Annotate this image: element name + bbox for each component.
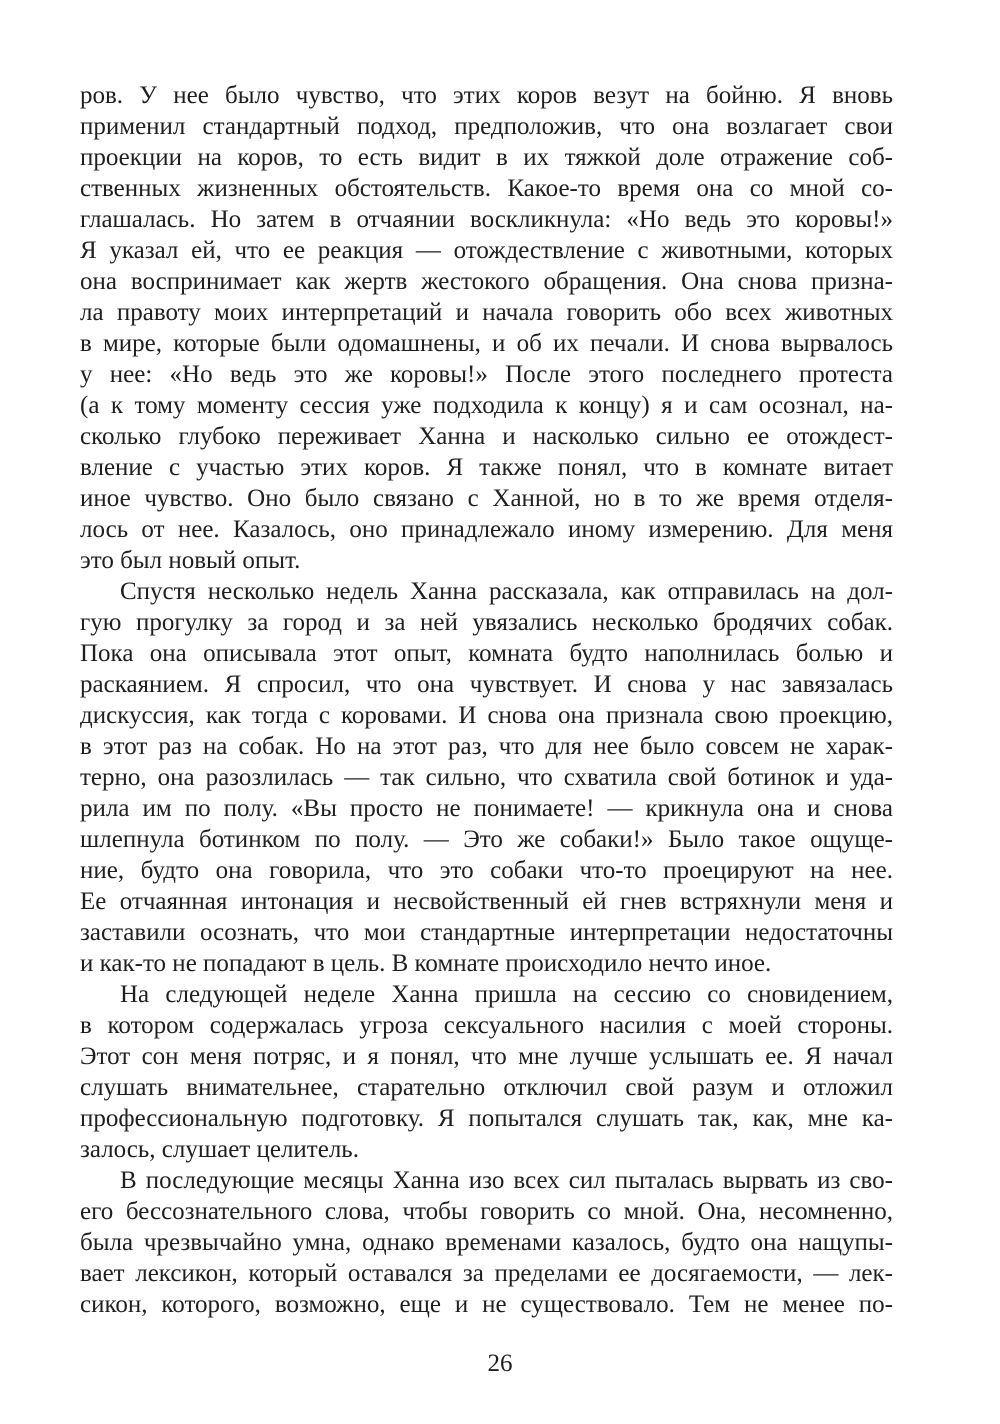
text-line: гую прогулку за город и за ней увязались несколько бродячих собак. xyxy=(80,609,893,636)
text-line: ние, будто она говорила, что это собаки что-то проецируют на нее. xyxy=(80,857,893,884)
page-number: 26 xyxy=(487,1350,513,1377)
text-line: ственных жизненных обстоятельств. Какое-то время она со мной со- xyxy=(80,175,893,202)
text-line: и как-то не попадают в цель. В комнате происходило нечто иное. xyxy=(80,950,772,977)
text-line: На следующей неделе Ханна пришла на сессию со сновидением, xyxy=(120,981,893,1008)
text-line: заставили осознать, что мои стандартные интерпретации недостаточны xyxy=(80,919,893,946)
text-line: Спустя несколько недель Ханна рассказала, как отправилась на дол- xyxy=(120,578,893,605)
text-line: в этот раз на собак. Но на этот раз, что для нее было совсем не харак- xyxy=(80,733,893,760)
text-line: была чрезвычайно умна, однако временами казалось, будто она нащупы- xyxy=(80,1229,893,1256)
text-line: это был новый опыт. xyxy=(80,547,301,574)
text-line: проекции на коров, то есть видит в их тяжкой доле отражение соб- xyxy=(80,144,893,171)
text-line: у нее: «Но ведь это же коровы!» После этого последнего протеста xyxy=(80,361,893,388)
text-line: раскаянием. Я спросил, что она чувствует. И снова у нас завязалась xyxy=(80,671,893,698)
text-line: рила им по полу. «Вы просто не понимаете! — крикнула она и снова xyxy=(80,795,893,822)
text-line: его бессознательного слова, чтобы говорить со мной. Она, несомненно, xyxy=(80,1198,893,1225)
paragraph xyxy=(80,576,893,979)
text-line: профессиональную подготовку. Я попытался слушать так, как, мне ка- xyxy=(80,1105,893,1132)
text-line: сколько глубоко переживает Ханна и насколько сильно ее отождест- xyxy=(80,423,893,450)
text-line: ла правоту моих интерпретаций и начала говорить обо всех животных xyxy=(80,299,893,326)
text-line: дискуссия, как тогда с коровами. И снова она признала свою проекцию, xyxy=(80,702,893,729)
text-line: Пока она описывала этот опыт, комната будто наполнилась болью и xyxy=(80,640,893,667)
text-line: лось от нее. Казалось, оно принадлежало иному измерению. Для меня xyxy=(80,516,893,543)
text-line: применил стандартный подход, предположив, что она возлагает свои xyxy=(80,113,893,140)
paragraph xyxy=(80,979,893,1165)
text-line: глашалась. Но затем в отчаянии воскликнула: «Но ведь это коровы!» xyxy=(80,206,893,233)
page-body xyxy=(80,80,893,1320)
text-line: Я указал ей, что ее реакция — отождествление с животными, которых xyxy=(80,237,893,264)
text-line: терно, она разозлилась — так сильно, что схватила свой ботинок и уда- xyxy=(80,764,893,791)
paragraph xyxy=(80,80,893,576)
text-line: вление с участью этих коров. Я также понял, что в комнате витает xyxy=(80,454,893,481)
text-line: (а к тому моменту сессия уже подходила к концу) я и сам осознал, на- xyxy=(80,392,893,419)
text-line: вает лексикон, который оставался за пределами ее досягаемости, — лек- xyxy=(80,1260,893,1287)
text-line: слушать внимательнее, старательно отключил свой разум и отложил xyxy=(80,1074,893,1101)
text-line: сикон, которого, возможно, еще и не существовало. Тем не менее по- xyxy=(80,1291,893,1318)
text-line: в мире, которые были одомашнены, и об их печали. И снова вырвалось xyxy=(80,330,893,357)
text-line: шлепнула ботинком по полу. — Это же собаки!» Было такое ощуще- xyxy=(80,826,893,853)
text-line: В последующие месяцы Ханна изо всех сил пыталась вырвать из сво- xyxy=(120,1167,893,1194)
text-line: в котором содержалась угроза сексуального насилия с моей стороны. xyxy=(80,1012,893,1039)
text-line: она воспринимает как жертв жестокого обращения. Она снова призна- xyxy=(80,268,893,295)
paragraph xyxy=(80,1165,893,1320)
text-line: иное чувство. Оно было связано с Ханной, но в то же время отделя- xyxy=(80,485,893,512)
text-line: Ее отчаянная интонация и несвойственный ей гнев встряхнули меня и xyxy=(80,888,893,915)
text-line: Этот сон меня потряс, и я понял, что мне лучше услышать ее. Я начал xyxy=(80,1043,893,1070)
text-line: ров. У нее было чувство, что этих коров везут на бойню. Я вновь xyxy=(80,82,893,109)
text-line: залось, слушает целитель. xyxy=(80,1136,359,1163)
